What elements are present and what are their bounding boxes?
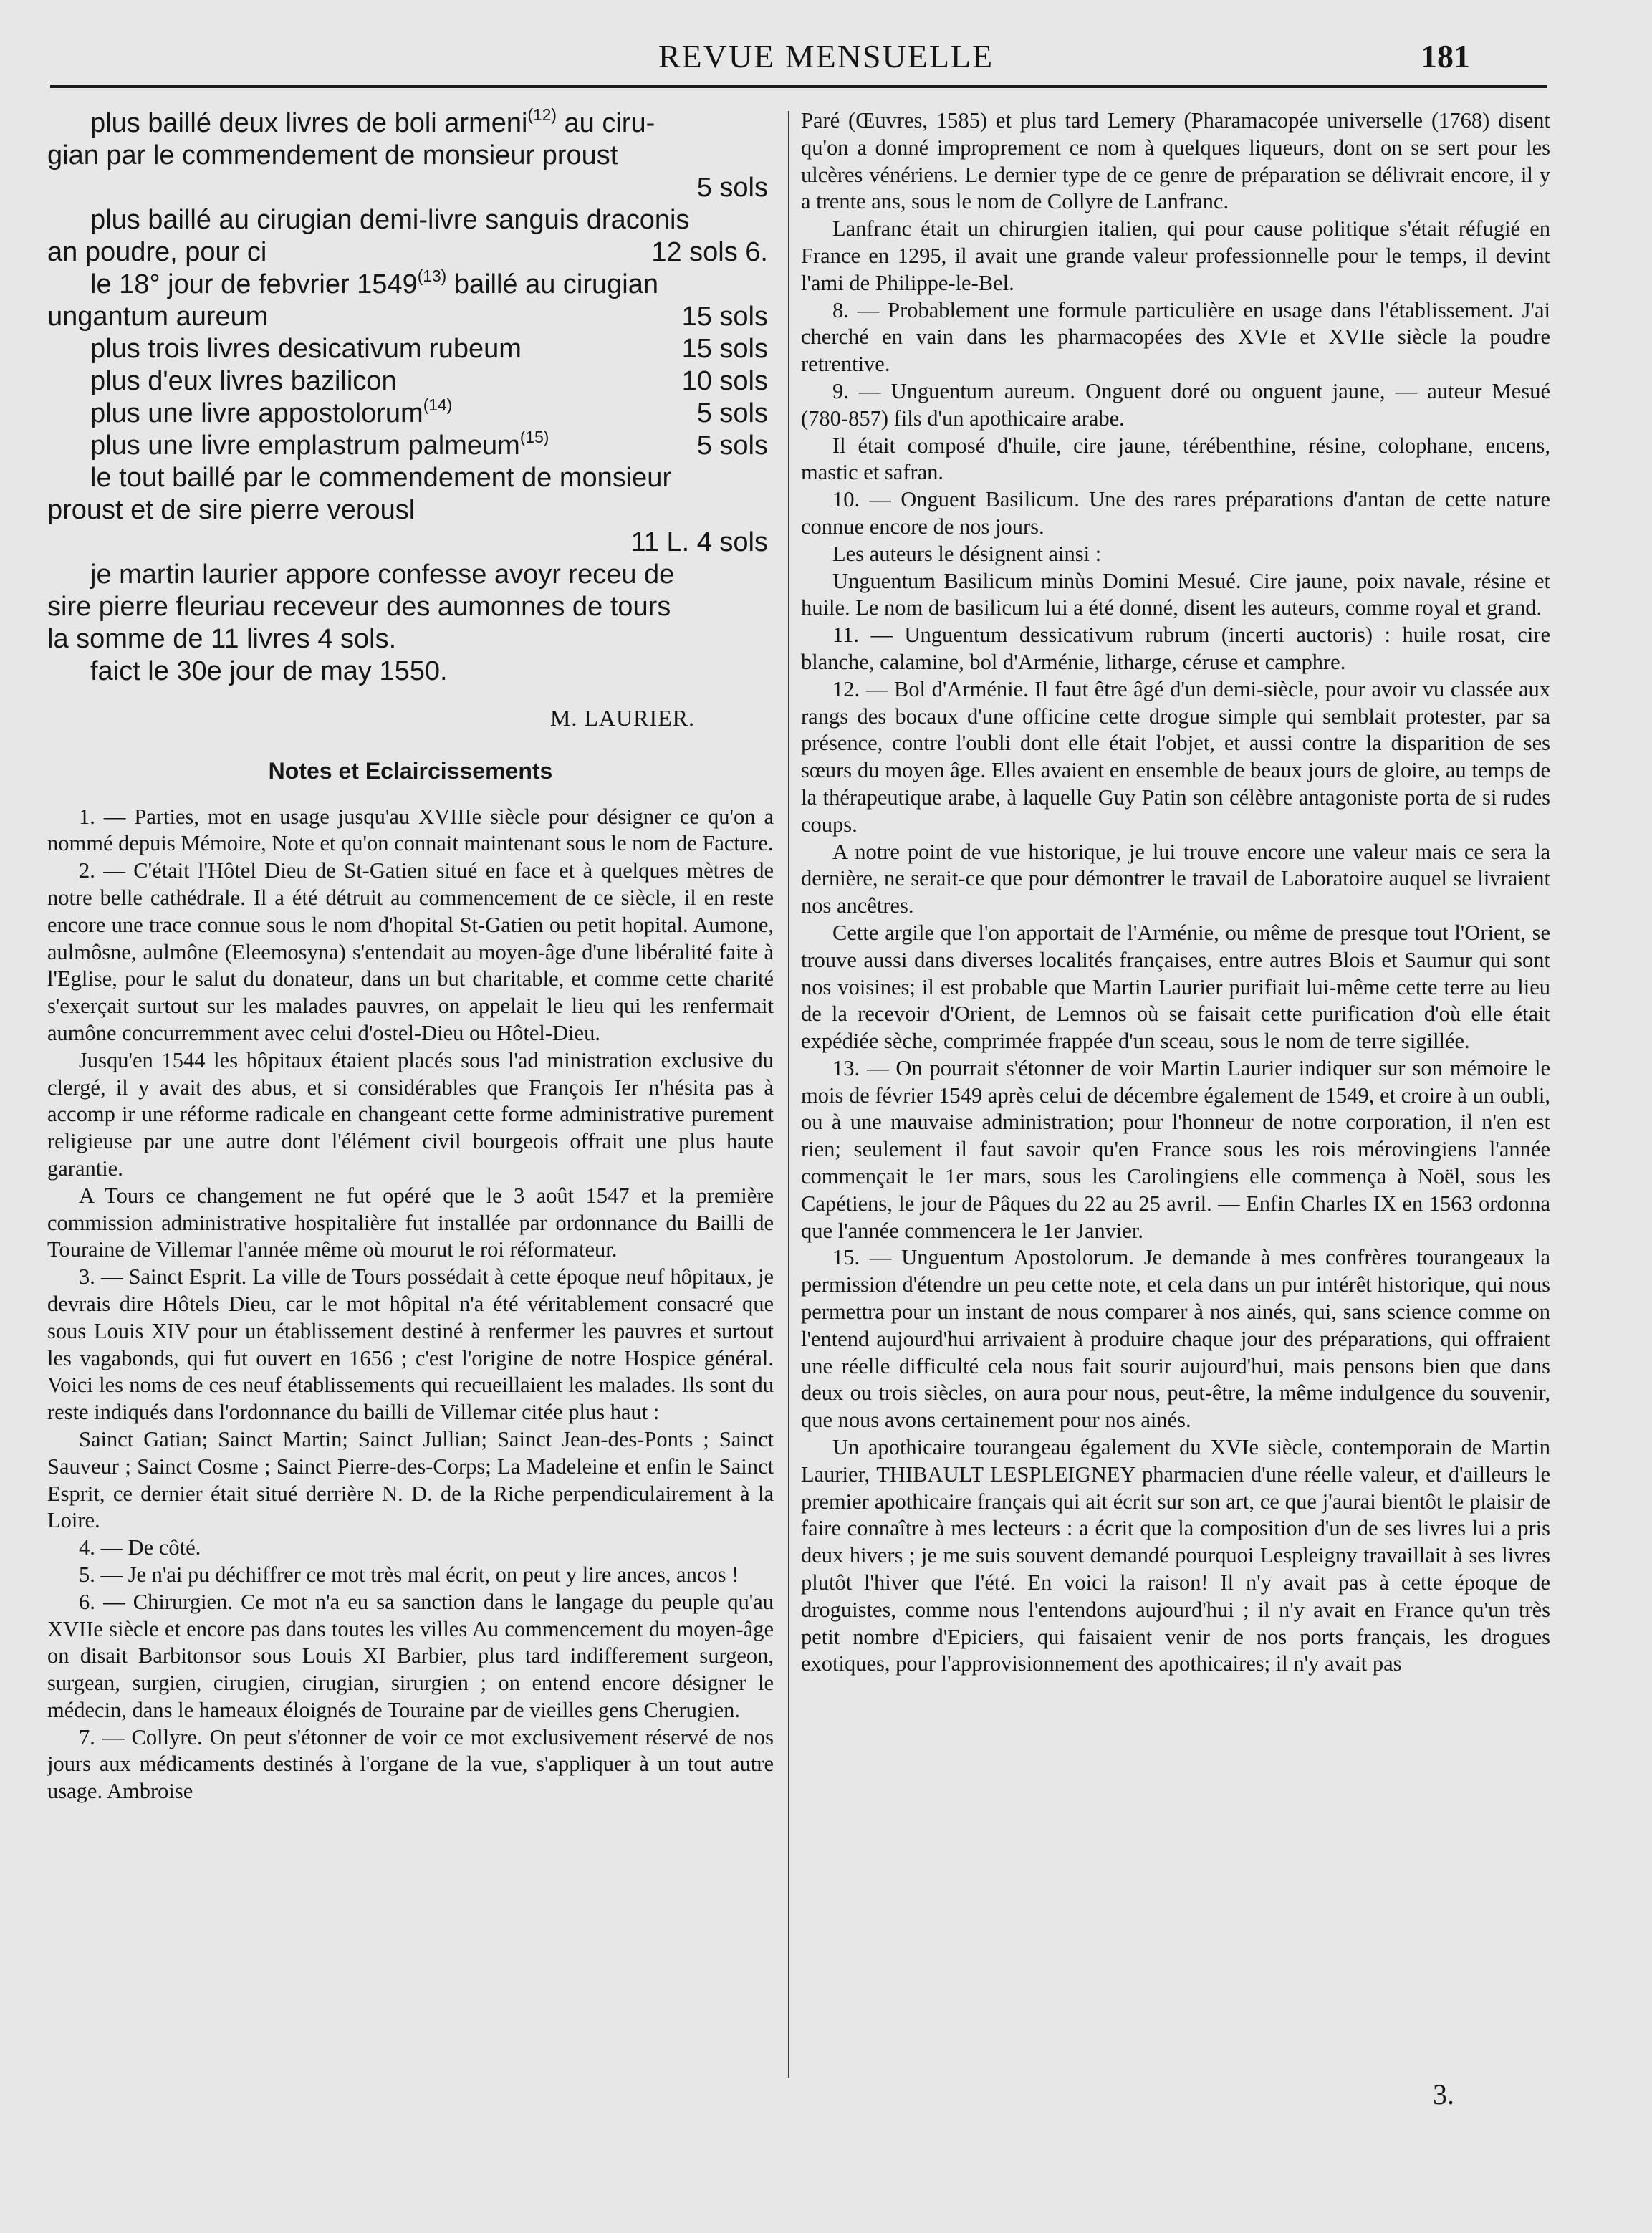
column-divider — [788, 111, 789, 2078]
ledger-text: baillé au cirugian — [446, 269, 659, 299]
ledger-amount: 15 sols — [681, 334, 768, 364]
ledger-text: an poudre, pour ci — [47, 237, 267, 267]
ledger-amount: 5 sols — [696, 398, 768, 428]
ledger-amount: 5 sols — [696, 173, 768, 203]
note-reference: (12) — [527, 105, 557, 125]
note-paragraph: 12. — Bol d'Arménie. Il faut être âgé d'un demi-siècle, pour avoir vu classée aux rangs des bocaux d'une officine cette drogue simple qui semblait protester, par sa présence, contre l'oubli dont elle était l'objet, et aussi contre la disparition de ses sœurs du moyen âge. Elles avaient en ensemble de beaux jours de gloire, au temps de la thérapeutique arabe, à laquelle Guy Patin son célèbre antagoniste porta de si rudes coups. — [801, 676, 1550, 837]
note-paragraph: 4. — De côté. — [79, 1535, 201, 1560]
ledger-line — [47, 236, 774, 269]
header-rule — [50, 85, 1547, 88]
ledger-line — [47, 365, 774, 398]
ledger-amount: 5 sols — [696, 431, 768, 461]
note-paragraph: 13. — On pourrait s'étonner de voir Martin Laurier indiquer sur son mémoire le mois de février 1549 après celui de décembre également de 1549, et croire à un oubli, ou à une mauvaise administration; pour l'honneur de notre corporation, il n'en est rien; seulement il faut savoir qu'en France sous les rois mérovingiens l'année commençait le 1er mars, sous les Carolingiens elle commença à Noël, sous les Capétiens, le jour de Pâques du 22 au 25 avril. — Enfin Charles IX en 1563 ordonna que l'année commencera le 1er Janvier. — [801, 1055, 1550, 1243]
ledger-line — [47, 107, 774, 140]
ledger-line — [47, 559, 774, 591]
account-ledger — [47, 107, 774, 688]
signature: M. LAURIER. — [549, 705, 695, 731]
ledger-text: plus trois livres desicativum rubeum — [90, 334, 522, 364]
note-paragraph: 3. — Sainct Esprit. La ville de Tours possédait à cette époque neuf hôpitaux, je devrais dire Hôtels Dieu, car le mot hôpital n'a été véritablement consacré que sous Louis XIV pour un établissement destiné à renfermer les pauvres et surtout les vagabonds, qui fut ouvert en 1656 ; c'est l'origine de notre Hospice général. Voici les noms de ces neuf établissements qui recueillaient les malades. Ils sont du reste indiqués dans l'ordonnance du bailli de Villemar citée plus haut : — [47, 1264, 774, 1425]
ledger-text: je martin laurier appore confesse avoyr receu de — [90, 560, 675, 590]
ledger-text: plus une livre emplastrum palmeum — [90, 431, 520, 461]
ledger-text: au ciru- — [556, 108, 655, 138]
ledger-line — [47, 172, 774, 204]
ledger-text: plus d'eux livres bazilicon — [90, 366, 397, 396]
note-paragraph: 2. — C'était l'Hôtel Dieu de St-Gatien situé en face et à quelques mètres de notre belle cathédrale. Il a été détruit au commencement de ce siècle, il en reste encore une trace connue sous le nom d'hopital St-Gatien ou petit hopital. Aumone, aulmôsne, aulmône (Eleemosyna) s'entendait au moyen-âge d'une libéralité faite à l'Eglise, pour le salut du donateur, dans un but charitable, et comme cette charité s'exerçait surtout sur les malades pauvres, on appelait le lieu qui les renfermait aumône concurremment avec celui d'ostel-Dieu ou Hôtel-Dieu. — [47, 858, 774, 1045]
ledger-line — [47, 333, 774, 365]
note-paragraph: 15. — Unguentum Apostolorum. Je demande à mes confrères tourangeaux la permission d'étendre un peu cette note, et cela dans un pur intérêt historique, qui nous permettra pour un instant de nous comparer à nos ainés, qui, sans science comme on l'entend aujourd'hui arrivaient à produire chaque jour des préparations, qui offraient une réelle difficulté cela nous fait sourir aujourd'hui, mais pensons bien que dans deux ou trois siècles, on aura pour nous, peut-être, la même indulgence du souvenir, que nous avons certainement pour nos ainés. — [801, 1245, 1550, 1433]
ledger-text: ungantum aureum — [47, 302, 269, 332]
note-paragraph: 5. — Je n'ai pu déchiffrer ce mot très mal écrit, on peut y lire ances, ancos ! — [79, 1562, 739, 1587]
note-paragraph: A notre point de vue historique, je lui trouve encore une valeur mais ce sera la dernière, ne serait-ce que pour démontrer le travail de Laboratoire auquel se livraient nos ancêtres. — [801, 839, 1550, 918]
notes-heading: Notes et Eclaircissements — [268, 757, 553, 784]
ledger-text: le tout baillé par le commendement de monsieur — [90, 463, 672, 493]
ledger-line — [47, 395, 774, 430]
ledger-amount: 15 sols — [681, 302, 768, 332]
note-paragraph: 10. — Onguent Basilicum. Une des rares préparations d'antan de cette nature connue encore de nos jours. — [801, 487, 1550, 539]
ledger-line — [47, 430, 774, 462]
ledger-line — [47, 462, 774, 494]
left-notes — [47, 804, 774, 1805]
note-paragraph: Lanfranc était un chirurgien italien, qui pour cause politique s'était réfugié en France en 1295, il avait une grande valeur professionnelle pour le temps, il devint l'ami de Philippe-le-Bel. — [801, 216, 1550, 295]
ledger-line — [47, 527, 774, 559]
page-number: 181 — [1421, 38, 1470, 75]
note-paragraph: 7. — Collyre. On peut s'étonner de voir ce mot exclusivement réservé de nos jours aux médicaments destinés à l'organe de la vue, s'appliquer à un tout autre usage. Ambroise — [47, 1724, 774, 1804]
note-reference: (13) — [417, 266, 447, 286]
note-paragraph: 9. — Unguentum aureum. Onguent doré ou onguent jaune, — auteur Mesué (780-857) fils d'un apothicaire arabe. — [801, 378, 1550, 431]
ledger-text: faict le 30e jour de may 1550. — [90, 656, 448, 686]
note-paragraph: Sainct Gatian; Sainct Martin; Sainct Jullian; Sainct Jean-des-Ponts ; Sainct Sauveur ; Sainct Cosme ; Sainct Pierre-des-Corps; La Madeleine et enfin le Sainct Esprit, ce dernier était situé derrière N. D. de la Riche perpendiculairement à la Loire. — [47, 1426, 774, 1533]
note-paragraph: Cette argile que l'on apportait de l'Arménie, ou même de presque tout l'Orient, se trouve aussi dans diverses localités françaises, entre autres Blois et Saumur qui sont nos voisines; il est probable que Martin Laurier purifiait lui-même cette terre au lieu de la recevoir d'Orient, de Lemnos où se faisait cette purification d'où elle était expédiée sèche, comprimée frappée d'un sceau, sous le nom de terre sigillée. — [801, 920, 1550, 1054]
right-column — [801, 107, 1550, 1678]
note-paragraph: Paré (Œuvres, 1585) et plus tard Lemery (Pharamacopée universelle (1768) disent qu'on a donné improprement ce nom à quelques liqueurs, dont on se sert pour les ulcères vénériens. Le dernier type de ce genre de préparation se délivrait encore, il y a trente ans, sous le nom de Collyre de Lanfranc. — [801, 108, 1550, 214]
note-reference: (14) — [423, 395, 453, 415]
ledger-amount: 11 L. 4 sols — [630, 527, 768, 557]
ledger-line — [47, 204, 774, 236]
left-column — [47, 107, 774, 1805]
ledger-amount: 10 sols — [681, 366, 768, 396]
note-reference: (15) — [519, 428, 549, 447]
ledger-text: sire pierre fleuriau receveur des aumonnes de tours — [47, 592, 671, 622]
ledger-line — [47, 266, 774, 301]
note-paragraph: 1. — Parties, mot en usage jusqu'au XVIIIe siècle pour désigner ce qu'on a nommé depuis Mémoire, Note et qu'on connait maintenant sous le nom de Facture. — [47, 804, 774, 856]
ledger-line — [47, 494, 774, 527]
note-paragraph: Un apothicaire tourangeau également du XVIe siècle, contemporain de Martin Laurier, THIBAULT LESPLEIGNEY pharmacien d'une réelle valeur, et d'ailleurs le premier apothicaire français qui ait écrit sur son art, ce que j'aurai bientôt le plaisir de faire connaître à mes lecteurs : a écrit que la composition d'un de ses livres lui a pris deux hivers ; je me suis souvent demandé pourquoi Lespleigny travaillait à ses livres plutôt l'hiver que l'été. En voici la raison! Il n'y avait pas à cette époque de droguistes, comme nous l'entendons aujourd'hui ; il n'y avait en France qu'un très petit nombre d'Epiciers, qui faisaient venir de nos ports français, les drogues exotiques, pour l'approvisionnement des apothicaires; il n'y avait pas — [801, 1435, 1550, 1676]
ledger-line — [47, 591, 774, 623]
note-paragraph: Unguentum Basilicum minùs Domini Mesué. Cire jaune, poix navale, résine et huile. Le nom de basilicum lui a été donné, disent les auteurs, comme royal et grand. — [801, 568, 1550, 620]
signature-folio: 3. — [1433, 2078, 1454, 2110]
ledger-text: plus baillé au cirugian demi-livre sanguis draconis — [90, 205, 690, 235]
ledger-line — [47, 623, 774, 656]
ledger-text: plus baillé deux livres de boli armeni — [90, 108, 528, 138]
ledger-line — [47, 301, 774, 333]
ledger-line — [47, 140, 774, 172]
ledger-text: la somme de 11 livres 4 sols. — [47, 624, 397, 654]
note-paragraph: 6. — Chirurgien. Ce mot n'a eu sa sanction dans le langage du peuple qu'au XVIIe siècle et encore pas dans toutes les villes Au commencement du moyen-âge on disait Barbitonsor sous Louis XI Barbier, plus tard indifferement surgeon, surgean, surgien, cirugien, cirugian, sirurgien ; on entend encore désigner le médecin, dans le hameaux éloignés de Touraine par de vieilles gens Cherugien. — [47, 1589, 774, 1722]
ledger-amount: 12 sols 6. — [651, 237, 768, 267]
note-paragraph: 8. — Probablement une formule particulière en usage dans l'établissement. J'ai cherché en vain dans les pharmacopées des XVIe et XVIIe siècle la poudre retrentive. — [801, 297, 1550, 377]
running-title: REVUE MENSUELLE — [658, 38, 994, 75]
note-paragraph: Il était composé d'huile, cire jaune, térébenthine, résine, colophane, encens, mastic et safran. — [801, 433, 1550, 485]
ledger-text: le 18° jour de febvrier 1549 — [90, 269, 418, 299]
ledger-text: gian par le commendement de monsieur proust — [47, 140, 618, 171]
ledger-text: proust et de sire pierre verousl — [47, 495, 416, 525]
note-paragraph: 11. — Unguentum dessicativum rubrum (incerti auctoris) : huile rosat, cire blanche, calamine, bol d'Arménie, litharge, céruse et camphre. — [801, 623, 1550, 674]
note-paragraph: Jusqu'en 1544 les hôpitaux étaient placés sous l'ad ministration exclusive du clergé, il y avait des abus, et si considérables que François Ier n'hésita pas à accomp ir une réforme radicale en changeant cette forme administrative purement religieuse par une autre dont l'élément civil bourgeois offrait une plus haute garantie. — [47, 1047, 774, 1181]
ledger-line — [47, 656, 774, 688]
note-paragraph: Les auteurs le désignent ainsi : — [832, 541, 1102, 566]
ledger-text: plus une livre appostolorum — [90, 398, 423, 428]
right-notes — [801, 107, 1550, 1678]
note-paragraph: A Tours ce changement ne fut opéré que le 3 août 1547 et la première commission administrative hospitalière fut installée par ordonnance du Bailli de Touraine de Villemar l'année même où mourut le roi réformateur. — [47, 1183, 774, 1262]
